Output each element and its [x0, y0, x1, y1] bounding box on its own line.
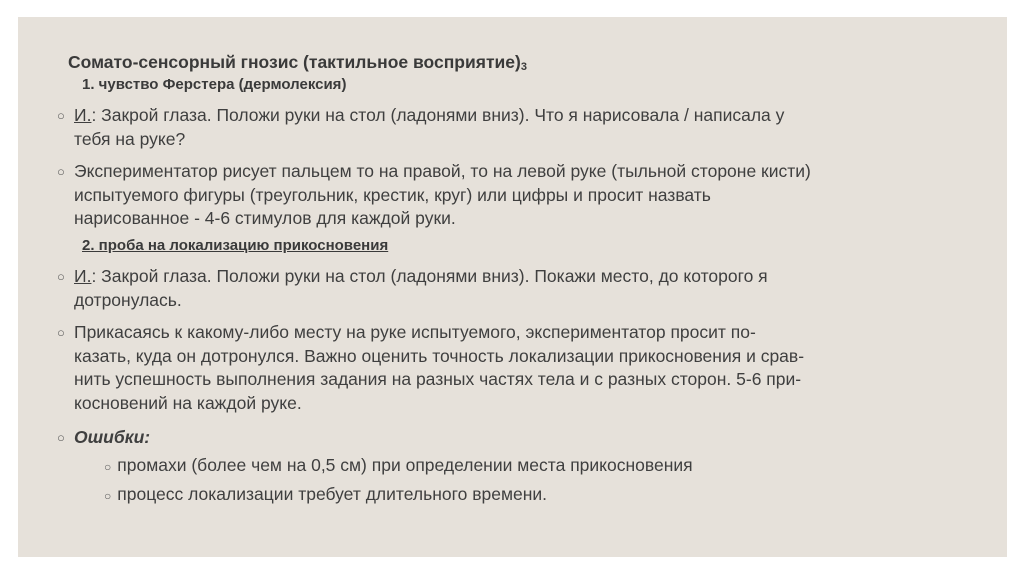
errors-heading: ○ Ошибки:: [58, 426, 150, 450]
title-suffix: 3: [520, 61, 527, 73]
section1-heading: 1. чувство Ферстера (дермолексия): [82, 76, 347, 93]
error-item: ○ промахи (более чем на 0,5 см) при определении места прикосновения: [104, 455, 693, 475]
sub-bullet-icon: ○: [104, 460, 112, 474]
bullet-icon: ○: [57, 325, 65, 340]
list-item: ○ Прикасаясь к какому-либо месту на руке испытуемого, экспериментатор просит по- казать, куда он дотронулся. Важно оценить точность локализации прикосновения и срав- нить успешность выполнения задания на разных частях тела и с разных сторон. 5-6 при- косновений на каждой руке.: [57, 322, 805, 413]
list-item: ○ И.: Закрой глаза. Положи руки на стол (ладонями вниз). Покажи место, до которого я дотронулась.: [57, 266, 768, 310]
instruction-prefix: И.: [74, 266, 92, 286]
list-item: ○ Экспериментатор рисует пальцем то на правой, то на левой руке (тыльной стороне кисти) испытуемого фигуры (треугольник, крестик, круг) или цифры и просит назвать нарисованное - 4-6 стимулов для каждой руки.: [57, 161, 811, 228]
instruction-prefix: И.: [74, 105, 92, 125]
bullet-icon: ○: [57, 108, 65, 123]
section2-heading: 2. проба на локализацию прикосновения: [82, 237, 389, 254]
bullet-icon: ○: [57, 164, 65, 179]
bullet-icon: ○: [57, 269, 65, 284]
slide-title: Сомато-сенсорный гнозис (тактильное $восприятие)_3$: [68, 52, 527, 73]
sub-bullet-icon: ○: [104, 489, 112, 503]
error-item: ○ процесс локализации требует длительного времени.: [104, 484, 548, 504]
list-item: ○ И.: Закрой глаза. Положи руки на стол (ладонями вниз). Что я нарисовала / написала у тебя на руке?: [57, 105, 785, 149]
bullet-icon: ○: [57, 430, 65, 445]
